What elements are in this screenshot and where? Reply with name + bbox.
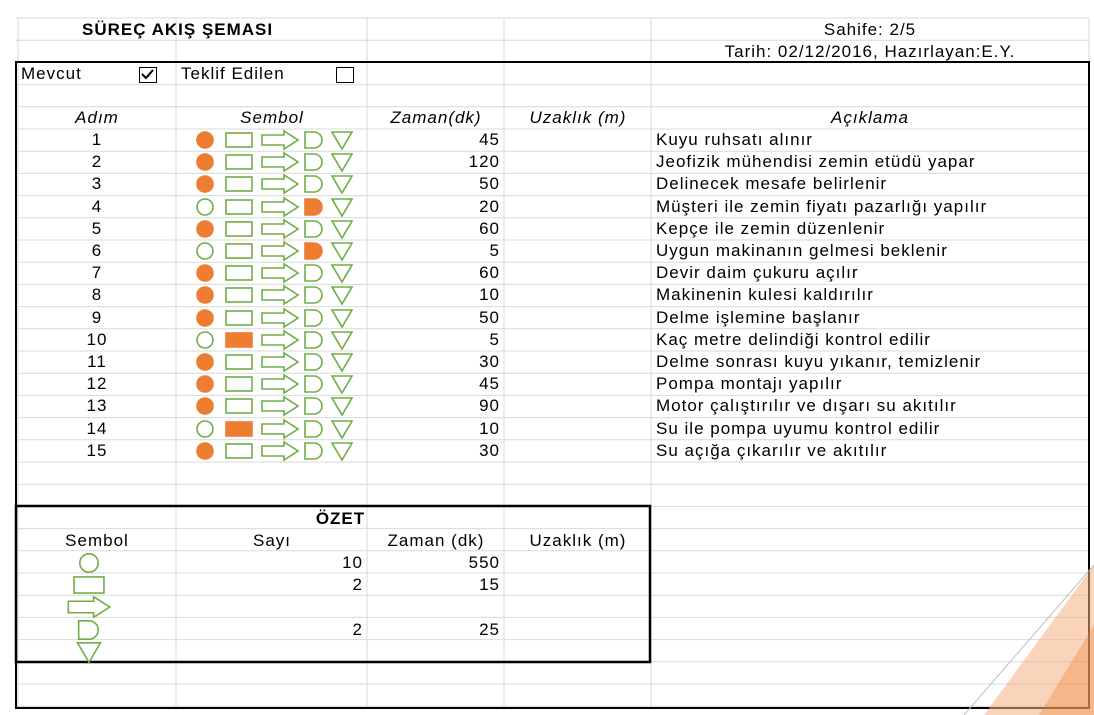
step-time: 90	[479, 396, 500, 416]
inspection-symbol-icon	[226, 444, 252, 458]
step-symbols	[177, 351, 367, 373]
step-symbols	[177, 418, 367, 440]
storage-symbol-icon	[332, 243, 352, 260]
step-description: Delme sonrası kuyu yıkanır, temizlenir	[656, 352, 982, 371]
transport-symbol-icon	[68, 597, 109, 618]
summary-symbol	[60, 619, 120, 641]
inspection-symbol-icon	[226, 311, 252, 325]
transport-symbol-icon	[262, 175, 298, 193]
storage-symbol-icon	[332, 287, 352, 304]
operation-symbol-icon	[197, 398, 213, 414]
summary-count: 2	[352, 575, 363, 595]
step-description: Delinecek mesafe belirlenir	[656, 174, 888, 194]
step-time: 20	[479, 196, 500, 216]
check-icon	[140, 68, 155, 81]
step-time: 45	[479, 130, 500, 149]
step-description: Su açığa çıkarılır ve akıtılır	[656, 440, 888, 460]
step-number: 3	[91, 174, 103, 194]
summary-time: 15	[479, 575, 500, 595]
current-method-checkbox[interactable]	[139, 67, 157, 83]
operation-symbol-icon	[197, 421, 213, 437]
step-symbols	[177, 218, 367, 240]
summary-title: ÖZET	[315, 509, 366, 528]
step-time: 60	[479, 263, 500, 283]
summary-time: 550	[468, 553, 500, 572]
delay-symbol-icon	[305, 243, 322, 259]
delay-symbol-icon	[305, 332, 322, 348]
delay-symbol-icon	[305, 176, 322, 192]
summary-header-count: Sayı	[252, 531, 292, 550]
operation-symbol-icon	[197, 354, 213, 370]
step-description: Su ile pompa uyumu kontrol edilir	[656, 418, 941, 438]
step-description: Delme işlemine başlanır	[656, 307, 861, 327]
step-description: Müşteri ile zemin fiyatı pazarlığı yapılır	[656, 196, 988, 216]
storage-symbol-icon	[332, 310, 352, 327]
inspection-symbol-icon	[226, 399, 252, 413]
transport-symbol-icon	[262, 375, 298, 393]
step-symbols	[177, 329, 367, 351]
storage-symbol-icon	[332, 443, 352, 460]
transport-symbol-icon	[262, 397, 298, 415]
step-symbols	[177, 284, 367, 306]
step-description: Pompa montajı yapılır	[656, 374, 843, 394]
step-symbols	[177, 151, 367, 173]
operation-symbol-icon	[197, 132, 213, 148]
inspection-symbol-icon	[226, 266, 252, 280]
step-number: 7	[91, 263, 103, 283]
storage-symbol-icon	[332, 221, 352, 238]
inspection-symbol-icon	[226, 422, 252, 436]
operation-symbol-icon	[197, 221, 213, 237]
inspection-symbol-icon	[74, 577, 104, 593]
transport-symbol-icon	[262, 331, 298, 349]
operation-symbol-icon	[197, 154, 213, 170]
storage-symbol-icon	[332, 265, 352, 282]
step-number: 1	[91, 130, 103, 149]
proposed-method-checkbox[interactable]	[336, 67, 354, 83]
delay-symbol-icon	[305, 199, 322, 215]
step-description: Uygun makinanın gelmesi beklenir	[656, 241, 948, 260]
summary-header-distance: Uzaklık (m)	[529, 531, 627, 550]
delay-symbol-icon	[305, 354, 322, 370]
storage-symbol-icon	[332, 421, 352, 438]
step-number: 10	[86, 329, 108, 349]
step-time: 10	[479, 418, 500, 438]
delay-symbol-icon	[305, 310, 322, 326]
step-number: 12	[86, 374, 108, 394]
transport-symbol-icon	[262, 286, 298, 304]
step-description: Jeofizik mühendisi zemin etüdü yapar	[656, 152, 976, 172]
delay-symbol-icon	[305, 443, 322, 459]
summary-count: 10	[342, 553, 363, 572]
operation-symbol-icon	[197, 199, 213, 215]
operation-symbol-icon	[197, 332, 213, 348]
inspection-symbol-icon	[226, 355, 252, 369]
step-time: 60	[479, 218, 500, 238]
corner-decoration	[944, 545, 1094, 715]
step-symbols	[177, 395, 367, 417]
column-header-symbol: Sembol	[240, 108, 304, 127]
step-time: 30	[479, 352, 500, 371]
delay-symbol-icon	[79, 620, 99, 638]
operation-symbol-icon	[197, 265, 213, 281]
step-time: 5	[489, 241, 500, 260]
operation-symbol-icon	[197, 310, 213, 326]
delay-symbol-icon	[305, 398, 322, 414]
delay-symbol-icon	[305, 376, 322, 392]
step-symbols	[177, 373, 367, 395]
step-time: 30	[479, 440, 500, 460]
summary-header-symbol: Sembol	[65, 531, 129, 550]
step-number: 14	[86, 418, 108, 438]
storage-symbol-icon	[332, 398, 352, 415]
storage-symbol-icon	[332, 176, 352, 193]
step-number: 6	[91, 241, 103, 260]
summary-time: 25	[479, 619, 500, 639]
step-number: 9	[91, 307, 103, 327]
storage-symbol-icon	[332, 332, 352, 349]
delay-symbol-icon	[305, 287, 322, 303]
transport-symbol-icon	[262, 153, 298, 171]
transport-symbol-icon	[262, 420, 298, 438]
summary-count: 2	[352, 619, 363, 639]
operation-symbol-icon	[197, 376, 213, 392]
step-symbols	[177, 307, 367, 329]
inspection-symbol-icon	[226, 155, 252, 169]
storage-symbol-icon	[332, 132, 352, 149]
summary-symbol	[60, 641, 120, 663]
summary-symbol	[60, 574, 120, 596]
step-description: Kaç metre delindiği kontrol edilir	[656, 329, 931, 349]
inspection-symbol-icon	[226, 244, 252, 258]
step-symbols	[177, 196, 367, 218]
step-number: 11	[87, 352, 107, 371]
inspection-symbol-icon	[226, 133, 252, 147]
step-time: 5	[489, 329, 500, 349]
transport-symbol-icon	[262, 264, 298, 282]
storage-symbol-icon	[332, 199, 352, 216]
delay-symbol-icon	[305, 265, 322, 281]
summary-symbol	[60, 596, 120, 618]
transport-symbol-icon	[262, 353, 298, 371]
operation-symbol-icon	[197, 243, 213, 259]
transport-symbol-icon	[262, 131, 298, 149]
inspection-symbol-icon	[226, 288, 252, 302]
transport-symbol-icon	[262, 309, 298, 327]
step-number: 15	[86, 440, 108, 460]
page-number: Sahife: 2/5	[823, 20, 917, 39]
storage-symbol-icon	[332, 154, 352, 171]
step-number: 2	[91, 152, 103, 172]
delay-symbol-icon	[305, 154, 322, 170]
date-author-line: Tarih: 02/12/2016, Hazırlayan:E.Y.	[724, 42, 1016, 61]
proposed-method-label: Teklif Edilen	[181, 64, 285, 83]
transport-symbol-icon	[262, 242, 298, 260]
operation-symbol-icon	[197, 287, 213, 303]
step-description: Makinenin kulesi kaldırılır	[656, 285, 874, 305]
summary-symbol	[60, 552, 120, 574]
column-header-description: Açıklama	[831, 108, 909, 127]
step-time: 120	[468, 152, 500, 172]
step-number: 4	[91, 196, 103, 216]
inspection-symbol-icon	[226, 333, 252, 347]
inspection-symbol-icon	[226, 377, 252, 391]
step-number: 8	[91, 285, 103, 305]
page-title: SÜREÇ AKIŞ ŞEMASI	[82, 20, 274, 39]
step-symbols	[177, 262, 367, 284]
step-description: Devir daim çukuru açılır	[656, 263, 859, 283]
current-method-label: Mevcut	[21, 64, 82, 83]
storage-symbol-icon	[332, 354, 352, 371]
storage-symbol-icon	[332, 376, 352, 393]
step-symbols	[177, 440, 367, 462]
operation-symbol-icon	[80, 554, 98, 572]
transport-symbol-icon	[262, 220, 298, 238]
column-header-time: Zaman(dk)	[390, 108, 482, 127]
step-time: 10	[479, 285, 500, 305]
step-time: 45	[479, 374, 500, 394]
step-description: Motor çalıştırılır ve dışarı su akıtılır	[656, 396, 957, 416]
delay-symbol-icon	[305, 221, 322, 237]
step-number: 5	[91, 218, 103, 238]
step-description: Kuyu ruhsatı alınır	[656, 130, 813, 149]
transport-symbol-icon	[262, 198, 298, 216]
step-description: Kepçe ile zemin düzenlenir	[656, 218, 886, 238]
operation-symbol-icon	[197, 176, 213, 192]
transport-symbol-icon	[262, 442, 298, 460]
column-header-step: Adım	[75, 108, 119, 127]
inspection-symbol-icon	[226, 177, 252, 191]
summary-header-time: Zaman (dk)	[387, 531, 485, 550]
step-symbols	[177, 173, 367, 195]
inspection-symbol-icon	[226, 200, 252, 214]
inspection-symbol-icon	[226, 222, 252, 236]
step-time: 50	[479, 174, 500, 194]
step-number: 13	[86, 396, 108, 416]
step-symbols	[177, 240, 367, 262]
column-header-distance: Uzaklık (m)	[529, 108, 627, 127]
step-symbols	[177, 129, 367, 151]
step-time: 50	[479, 307, 500, 327]
delay-symbol-icon	[305, 132, 322, 148]
delay-symbol-icon	[305, 421, 322, 437]
operation-symbol-icon	[197, 443, 213, 459]
storage-symbol-icon	[78, 643, 101, 663]
